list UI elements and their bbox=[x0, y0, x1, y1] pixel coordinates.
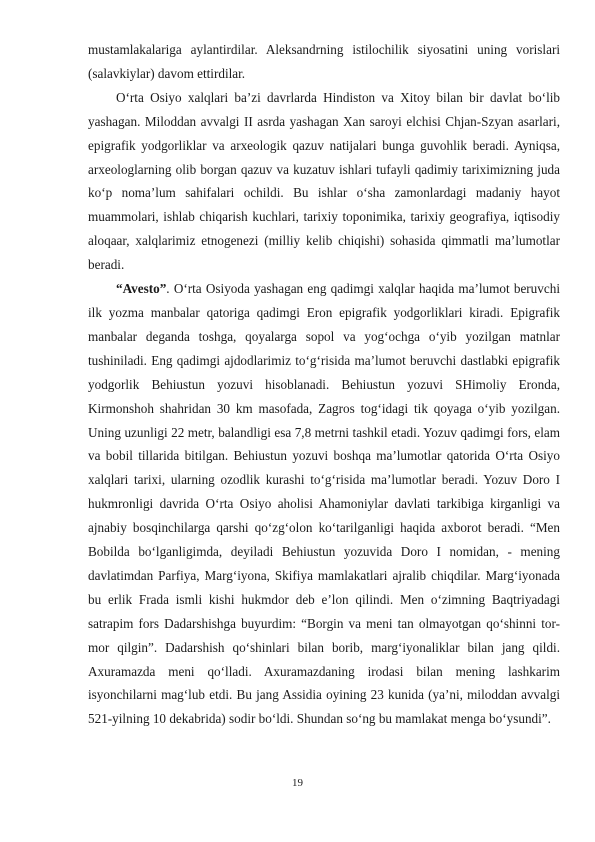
paragraph-1: mustamlakalariga aylantirdilar. Aleksandrning istilochilik siyosatini uning vorislari (salavkiylar) davom ettirdilar. bbox=[88, 42, 560, 81]
paragraph-3-body: . O‘rta Osiyoda yashagan eng qadimgi xalqlar haqida ma’lumot beruvchi ilk yozma manbalar qatoriga qadimgi Eron epigrafik yodgorliklari kiradi. Epigrafik manbalar deganda toshga, qoyalarga sopol va yog‘ochga o‘yib yozilgan matnlar tushiniladi. Eng qadimgi ajdodlarimiz to‘g‘risida ma’lumot beruvchi dastlabki epigrafik yodgorlik Behiustun yozuvi hisoblanadi. Behiustun yozuvi SHimoliy Eronda, Kirmonshoh shahridan 30 km masofada, Zagros tog‘idagi tik qoyaga o‘yib yozilgan. Uning uzunligi 22 metr, balandligi esa 7,8 metrni tashkil etadi. Yozuv qadimgi fors, elam va bobil tillarida bitilgan. Behiustun yozuvi boshqa ma’lumotlar qatorida O‘rta Osiyo xalqlari tarixi, ularning ozodlik kurashi to‘g‘risida ma’lumotlar beradi. Yozuv Doro I hukmronligi davrida O‘rta Osiyo aholisi Ahamoniylar davlati tarkibiga kirganligi va ajnabiy bosqinchilarga qarshi qo‘zg‘olon ko‘tarilganligi haqida axborot beradi. “Men Bobilda bo‘lganligimda, deyiladi Behiustun yozuvida Doro I nomidan, - mening davlatimdan Parfiya, Marg‘iyona, Skifiya mamlakatlari ajralib chiqdilar. Marg‘iyonada bu erlik Frada ismli kishi hukmdor deb e’lon qilindi. Men o‘zimning Baqtriyadagi satrapim fors Dadarshishga buyurdim: “Borgin va meni tan olmayotgan qo‘shinni tor-mor qilgin”. Dadarshish qo‘shinlari bilan borib, marg‘iyonaliklar bilan jang qildi. Axuramazda meni qo‘lladi. Axuramazdaning irodasi bilan mening lashkarim isyonchilarni mag‘lub etdi. Bu jang Assidia oyining 23 kunida (ya’ni, miloddan avvalgi 521-yilning 10 dekabrida) sodir bo‘ldi. Shundan so‘ng bu mamlakat menga bo‘ysundi”. bbox=[88, 281, 560, 727]
paragraph-2: O‘rta Osiyo xalqlari ba’zi davrlarda Hindiston va Xitoy bilan bir davlat bo‘lib yashagan. Miloddan avvalgi II asrda yashagan Xan saroyi elchisi Chjan-Szyan asarlari, epigrafik yodgorliklar va arxeologik qazuv natijalari bunga guvohlik beradi. Ayniqsa, arxeologlarning olib borgan qazuv va kuzatuv ishlari tufayli qadimiy tariximizning juda ko‘p noma’lum sahifalari ochildi. Bu ishlar o‘sha zamonlardagi madaniy hayot muammolari, ishlab chiqarish kuchlari, tarixiy toponimika, tarixiy geografiya, iqtisodiy aloqaar, xalqlarimiz etnogenezi (milliy kelib chiqishi) sohasida qimmatli ma’lumotlar beradi. bbox=[88, 89, 560, 273]
paragraph-3 bbox=[88, 277, 560, 731]
avesto-term: “Avesto” bbox=[116, 281, 167, 297]
page-number: 19 bbox=[292, 777, 303, 789]
document-page bbox=[88, 38, 560, 731]
